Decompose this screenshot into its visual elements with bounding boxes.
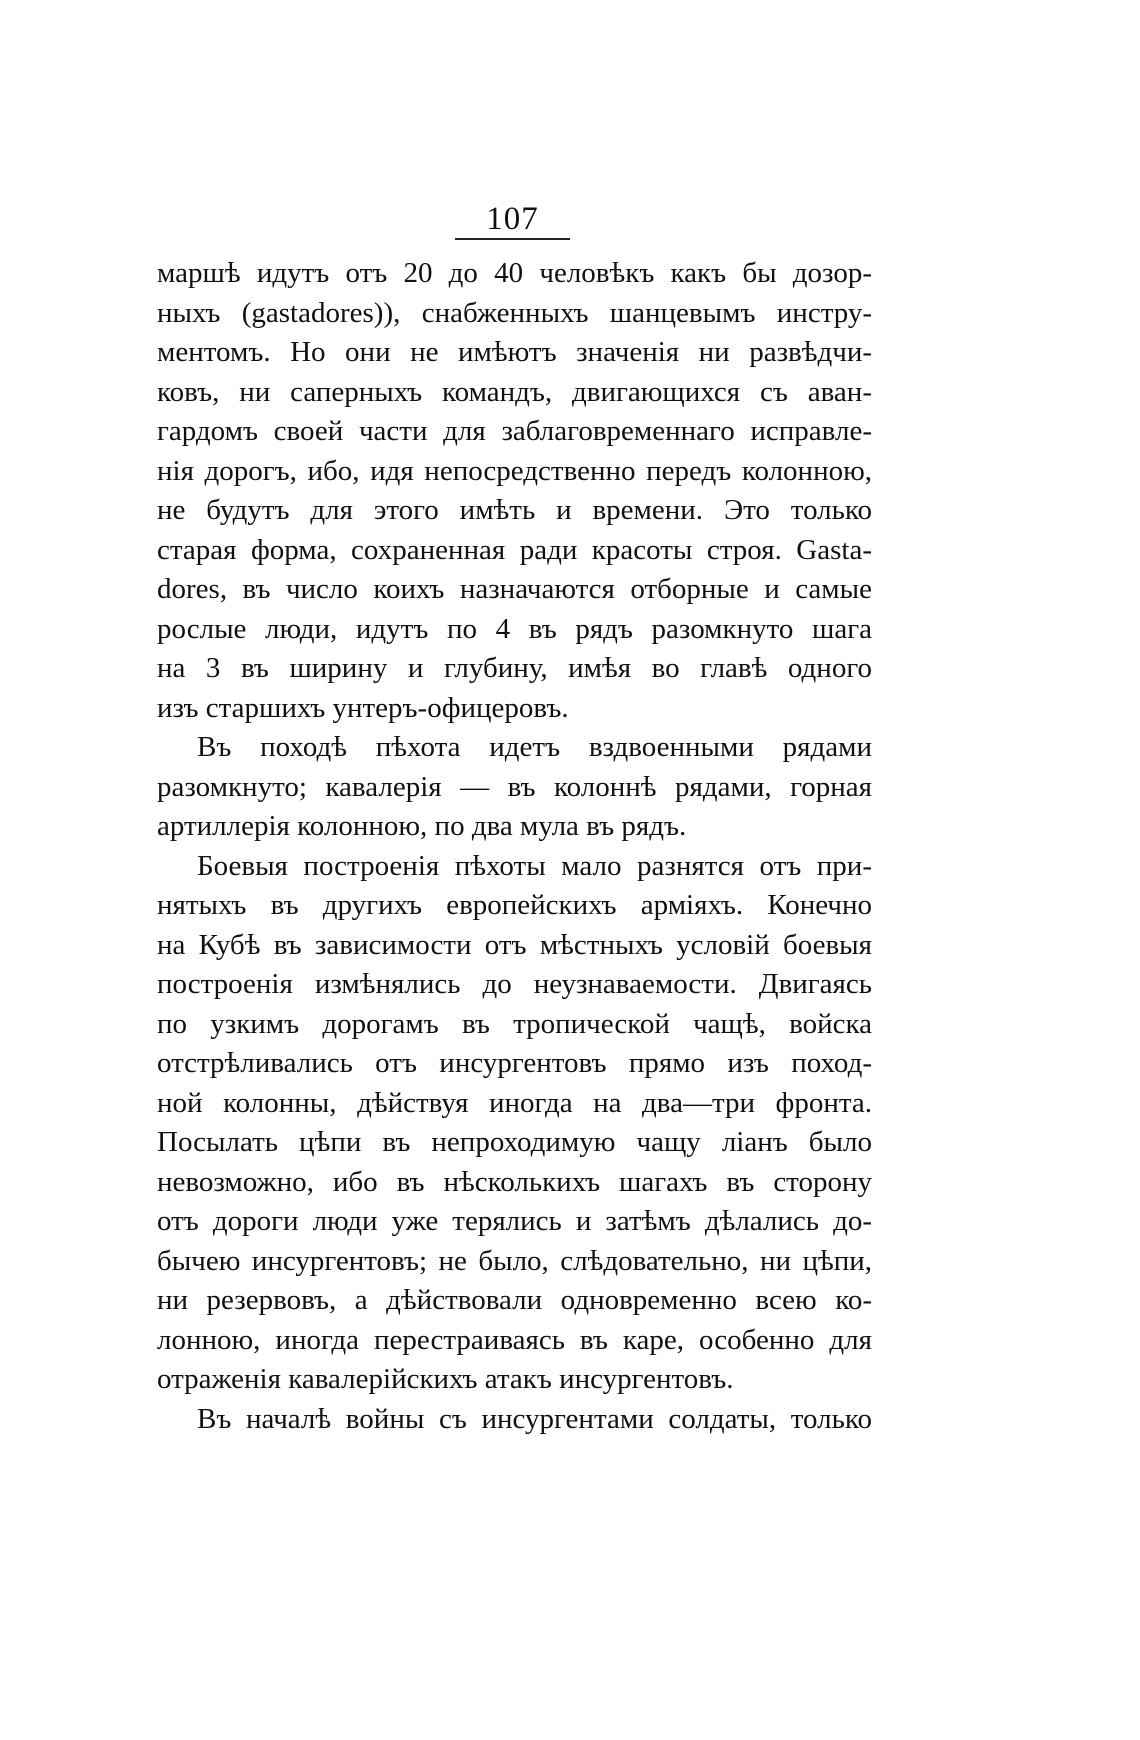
text-line: ной колонны, дѣйствуя иногда на два—три фронта. bbox=[157, 1086, 872, 1119]
text-line: по узкимъ дорогамъ въ тропической чащѣ, войска bbox=[157, 1007, 872, 1040]
text-line: построенія измѣнялись до неузнаваемости. Двигаясь bbox=[157, 968, 872, 1000]
text-line: dores, въ число коихъ назначаются отборные и самые bbox=[157, 573, 872, 605]
text-line: Посылать цѣпи въ непроходимую чащу ліанъ было bbox=[157, 1126, 872, 1158]
text-line: отъ дороги люди уже терялись и затѣмъ дѣлались до- bbox=[157, 1205, 872, 1237]
text-line: изъ старшихъ унтеръ-офицеровъ. bbox=[157, 691, 569, 724]
text-line: бычею инсургентовъ; не было, слѣдовательно, ни цѣпи, bbox=[157, 1244, 872, 1277]
text-line: ментомъ. Но они не имѣютъ значенія ни развѣдчи- bbox=[157, 336, 872, 368]
text-line: нія дорогъ, ибо, идя непосредственно передъ колонною, bbox=[157, 454, 872, 487]
text-line: Въ началѣ войны съ инсургентами солдаты, только bbox=[197, 1402, 872, 1435]
text-line: гардомъ своей части для заблаговременнаго исправле- bbox=[157, 415, 872, 447]
text-line: старая форма, сохраненная ради красоты строя. Gasta- bbox=[157, 533, 872, 566]
text-line: ныхъ (gastadores)), снабженныхъ шанцевымъ инстру- bbox=[157, 296, 872, 329]
text-line: рослые люди, идутъ по 4 въ рядъ разомкнуто шага bbox=[157, 612, 872, 645]
text-line: ни резервовъ, а дѣйствовали одновременно всею ко- bbox=[157, 1284, 872, 1316]
body-text bbox=[157, 254, 872, 1439]
text-line: Въ походѣ пѣхота идетъ вздвоенными рядами bbox=[197, 731, 872, 763]
text-line: ковъ, ни саперныхъ командъ, двигающихся съ аван- bbox=[157, 375, 872, 408]
text-line: артиллерія колонною, по два мула въ рядъ. bbox=[157, 810, 687, 842]
text-line: отраженія кавалерійскихъ атакъ инсургентовъ. bbox=[157, 1363, 734, 1395]
page-number-rule bbox=[455, 238, 570, 240]
text-line: отстрѣливались отъ инсургентовъ прямо изъ поход- bbox=[157, 1047, 872, 1079]
text-line: невозможно, ибо въ нѣсколькихъ шагахъ въ сторону bbox=[157, 1165, 872, 1198]
text-line: Боевыя построенія пѣхоты мало разнятся отъ при- bbox=[197, 849, 872, 882]
text-line: на Кубѣ въ зависимости отъ мѣстныхъ условій боевыя bbox=[157, 928, 872, 961]
text-line: маршѣ идутъ отъ 20 до 40 человѣкъ какъ бы дозор- bbox=[157, 257, 872, 289]
text-line: разомкнуто; кавалерія — въ колоннѣ рядами, горная bbox=[157, 770, 872, 803]
text-line: на 3 въ ширину и глубину, имѣя во главѣ одного bbox=[157, 652, 872, 684]
text-line: не будутъ для этого имѣть и времени. Это только bbox=[157, 494, 872, 526]
text-line: нятыхъ въ другихъ европейскихъ арміяхъ. Конечно bbox=[157, 889, 872, 921]
page-number: 107 bbox=[486, 201, 539, 237]
text-line: лонною, иногда перестраиваясь въ каре, особенно для bbox=[157, 1323, 872, 1356]
